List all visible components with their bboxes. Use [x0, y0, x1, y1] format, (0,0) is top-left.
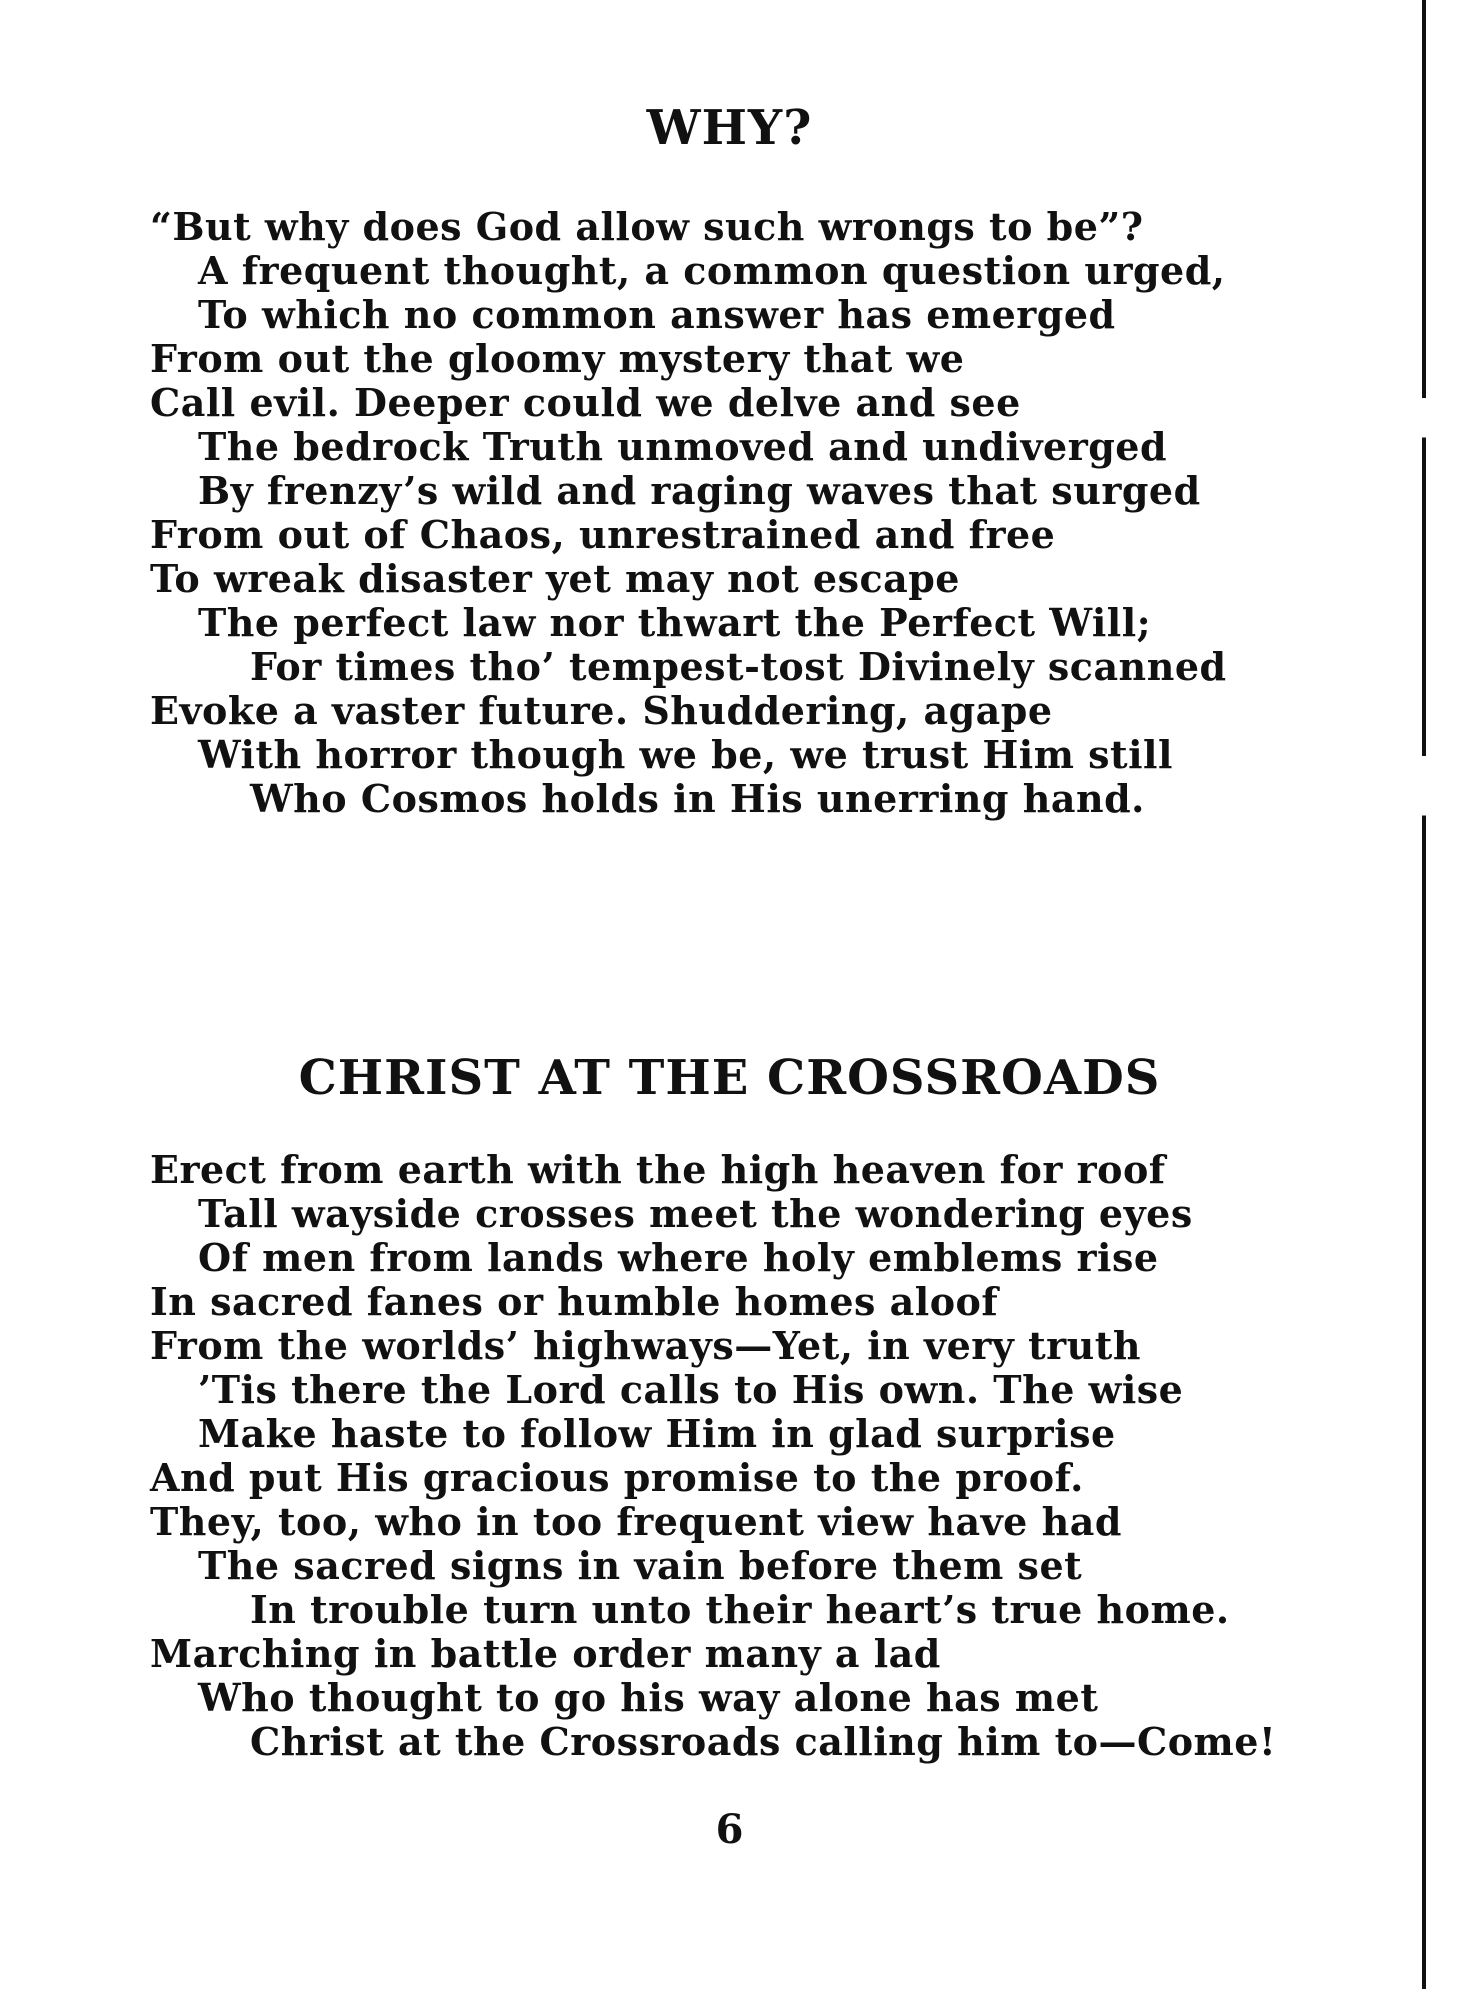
poem-line: From the worlds’ highways—Yet, in very truth: [150, 1323, 1141, 1368]
poem-line: Make haste to follow Him in glad surprise: [198, 1411, 1116, 1456]
page-edge-line: [1422, 0, 1426, 1989]
poem-line: The perfect law nor thwart the Perfect Will;: [198, 600, 1152, 645]
poem-line: By frenzy’s wild and raging waves that surged: [198, 468, 1201, 513]
poem-line: With horror though we be, we trust Him still: [198, 732, 1173, 777]
poem-line: Erect from earth with the high heaven for roof: [150, 1147, 1166, 1192]
poem-line: Christ at the Crossroads calling him to—Come!: [250, 1719, 1277, 1764]
poem-line: Who thought to go his way alone has met: [198, 1675, 1099, 1720]
page-number: 6: [715, 1806, 744, 1853]
poem-line: And put His gracious promise to the proof.: [150, 1455, 1084, 1500]
poem-line: “But why does God allow such wrongs to be”?: [150, 204, 1144, 249]
poem-line: From out of Chaos, unrestrained and free: [150, 512, 1056, 557]
poem-line: ’Tis there the Lord calls to His own. The wise: [198, 1367, 1184, 1412]
poem-line: To wreak disaster yet may not escape: [150, 556, 960, 601]
poem-title-christ-at-the-crossroads: CHRIST AT THE CROSSROADS: [298, 1050, 1161, 1106]
poem-title-why: WHY?: [646, 100, 813, 156]
poem-line: From out the gloomy mystery that we: [150, 336, 965, 381]
poem-line: The sacred signs in vain before them set: [198, 1543, 1083, 1588]
poem-line: Of men from lands where holy emblems rise: [198, 1235, 1159, 1280]
poem-line: Evoke a vaster future. Shuddering, agape: [150, 688, 1053, 733]
poem-line: For times tho’ tempest-tost Divinely scanned: [250, 644, 1227, 689]
poem-line: The bedrock Truth unmoved and undiverged: [198, 424, 1168, 469]
poem-line: In trouble turn unto their heart’s true home.: [250, 1587, 1230, 1632]
poem-line: They, too, who in too frequent view have had: [150, 1499, 1122, 1544]
poem-line: Marching in battle order many a lad: [150, 1631, 941, 1676]
poem-line: In sacred fanes or humble homes aloof: [150, 1279, 999, 1324]
poem-line: Who Cosmos holds in His unerring hand.: [250, 776, 1145, 821]
poem-line: To which no common answer has emerged: [198, 292, 1116, 337]
poem-line: Call evil. Deeper could we delve and see: [150, 380, 1021, 425]
poem-line: A frequent thought, a common question urged,: [198, 248, 1226, 293]
poem-line: Tall wayside crosses meet the wondering eyes: [198, 1191, 1193, 1236]
